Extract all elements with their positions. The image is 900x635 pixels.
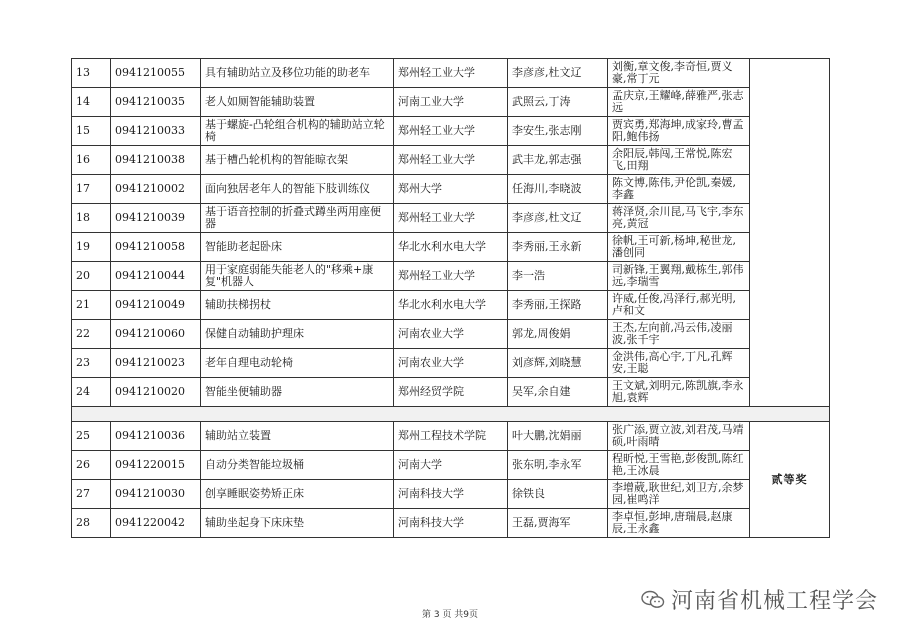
cell-entry-id: 0941210030 [111, 480, 201, 509]
cell-entry-id: 0941210049 [111, 291, 201, 320]
cell-school: 郑州轻工业大学 [394, 204, 508, 233]
cell-advisor: 李安生,张志刚 [508, 117, 608, 146]
cell-entry-id: 0941220042 [111, 509, 201, 538]
page-footer: 第 3 页 共9页 [421, 610, 479, 620]
cell-number: 24 [72, 378, 111, 407]
cell-project-name: 面向独居老年人的智能下肢训练仪 [201, 175, 394, 204]
cell-project-name: 老人如厕智能辅助装置 [201, 88, 394, 117]
cell-entry-id: 0941210036 [111, 422, 201, 451]
table-row [72, 175, 830, 204]
cell-number: 17 [72, 175, 111, 204]
table-row [72, 422, 830, 451]
cell-project-name: 具有辅助站立及移位功能的助老车 [201, 59, 394, 88]
cell-number: 23 [72, 349, 111, 378]
cell-award-level: 贰等奖 [750, 422, 830, 538]
table-row [72, 320, 830, 349]
cell-advisor: 吴军,余自建 [508, 378, 608, 407]
cell-advisor: 叶大鹏,沈娟丽 [508, 422, 608, 451]
table-row [72, 88, 830, 117]
gap-cell [72, 407, 830, 422]
table-row [72, 204, 830, 233]
cell-advisor: 李彦彦,杜文辽 [508, 59, 608, 88]
cell-school: 郑州轻工业大学 [394, 146, 508, 175]
cell-school: 郑州轻工业大学 [394, 262, 508, 291]
cell-advisor: 武照云,丁涛 [508, 88, 608, 117]
cell-entry-id: 0941210033 [111, 117, 201, 146]
table-row [72, 349, 830, 378]
cell-entry-id: 0941210038 [111, 146, 201, 175]
cell-team-members: 李卓恒,彭坤,唐瑞晨,赵康辰,王永鑫 [608, 509, 750, 538]
cell-school: 河南农业大学 [394, 320, 508, 349]
cell-number: 27 [72, 480, 111, 509]
cell-team-members: 王杰,左向前,冯云伟,凌丽波,张千宇 [608, 320, 750, 349]
cell-number: 21 [72, 291, 111, 320]
cell-school: 河南大学 [394, 451, 508, 480]
cell-project-name: 基于螺旋-凸轮组合机构的辅助站立轮椅 [201, 117, 394, 146]
cell-school: 郑州轻工业大学 [394, 117, 508, 146]
cell-entry-id: 0941210039 [111, 204, 201, 233]
cell-advisor: 李彦彦,杜文辽 [508, 204, 608, 233]
cell-team-members: 刘衡,章文俊,李奇恒,贾义豪,常丁元 [608, 59, 750, 88]
table-row [72, 262, 830, 291]
cell-project-name: 辅助坐起身下床床垫 [201, 509, 394, 538]
cell-number: 28 [72, 509, 111, 538]
cell-project-name: 辅助站立装置 [201, 422, 394, 451]
cell-entry-id: 0941210020 [111, 378, 201, 407]
cell-number: 22 [72, 320, 111, 349]
cell-team-members: 许威,任俊,冯泽行,郝光明,卢和文 [608, 291, 750, 320]
cell-school: 郑州经贸学院 [394, 378, 508, 407]
cell-entry-id: 0941210055 [111, 59, 201, 88]
table-row [72, 509, 830, 538]
table-gap [72, 407, 830, 422]
cell-school: 郑州轻工业大学 [394, 59, 508, 88]
table-row [72, 117, 830, 146]
table-row [72, 378, 830, 407]
cell-number: 26 [72, 451, 111, 480]
cell-school: 郑州大学 [394, 175, 508, 204]
watermark [641, 584, 878, 615]
cell-number: 15 [72, 117, 111, 146]
cell-award-level [750, 59, 830, 407]
cell-team-members: 孟庆京,王耀峰,薛雅严,张志远 [608, 88, 750, 117]
cell-school: 河南工业大学 [394, 88, 508, 117]
table-row [72, 233, 830, 262]
cell-project-name: 用于家庭弱能失能老人的"移乘+康复"机器人 [201, 262, 394, 291]
cell-entry-id: 0941210035 [111, 88, 201, 117]
cell-school: 河南农业大学 [394, 349, 508, 378]
cell-school: 华北水利水电大学 [394, 291, 508, 320]
cell-project-name: 自动分类智能垃圾桶 [201, 451, 394, 480]
cell-entry-id: 0941210060 [111, 320, 201, 349]
cell-team-members: 余阳辰,韩闯,王常悦,陈宏飞,田翔 [608, 146, 750, 175]
cell-team-members: 蒋泽贤,余川昆,马飞宇,李东亮,黄冠 [608, 204, 750, 233]
table-row [72, 451, 830, 480]
award-table [71, 58, 830, 538]
cell-entry-id: 0941210002 [111, 175, 201, 204]
cell-entry-id: 0941210044 [111, 262, 201, 291]
cell-advisor: 李秀丽,王永新 [508, 233, 608, 262]
cell-advisor: 刘彦辉,刘晓慧 [508, 349, 608, 378]
cell-school: 华北水利水电大学 [394, 233, 508, 262]
cell-number: 19 [72, 233, 111, 262]
cell-number: 20 [72, 262, 111, 291]
cell-team-members: 司新锋,王翼翔,戴栋生,郭伟远,李瑞雪 [608, 262, 750, 291]
cell-school: 河南科技大学 [394, 480, 508, 509]
cell-entry-id: 0941210023 [111, 349, 201, 378]
cell-project-name: 辅助扶梯拐杖 [201, 291, 394, 320]
cell-advisor: 武丰龙,郭志强 [508, 146, 608, 175]
cell-school: 郑州工程技术学院 [394, 422, 508, 451]
table-body-first-prize [72, 59, 830, 407]
table-row [72, 59, 830, 88]
cell-team-members: 张广添,贾立波,刘君茂,马靖硕,叶雨晴 [608, 422, 750, 451]
wechat-icon [641, 590, 665, 610]
cell-project-name: 老年自理电动轮椅 [201, 349, 394, 378]
cell-project-name: 创享睡眠姿势矫正床 [201, 480, 394, 509]
cell-school: 河南科技大学 [394, 509, 508, 538]
cell-entry-id: 0941210058 [111, 233, 201, 262]
cell-team-members: 徐帆,王可新,杨坤,秘世龙,潘创同 [608, 233, 750, 262]
cell-project-name: 保健自动辅助护理床 [201, 320, 394, 349]
table-body-second-prize [72, 422, 830, 538]
cell-advisor: 郭龙,周俊娟 [508, 320, 608, 349]
cell-advisor: 李一浩 [508, 262, 608, 291]
cell-number: 16 [72, 146, 111, 175]
cell-advisor: 任海川,李晓波 [508, 175, 608, 204]
cell-number: 14 [72, 88, 111, 117]
watermark-text: 河南省机械工程学会 [670, 589, 878, 614]
cell-project-name: 智能助老起卧床 [201, 233, 394, 262]
cell-advisor: 李秀丽,王探路 [508, 291, 608, 320]
cell-number: 13 [72, 59, 111, 88]
cell-team-members: 程昕悦,王雪艳,彭俊凯,陈红艳,王冰晨 [608, 451, 750, 480]
table-row [72, 480, 830, 509]
cell-team-members: 金洪伟,高心宇,丁凡,孔辉安,王聪 [608, 349, 750, 378]
cell-team-members: 贾宾勇,郑海坤,成家玲,曹孟阳,鲍伟扬 [608, 117, 750, 146]
cell-advisor: 徐铁良 [508, 480, 608, 509]
cell-number: 18 [72, 204, 111, 233]
cell-advisor: 张东明,李永军 [508, 451, 608, 480]
cell-advisor: 王磊,贾海军 [508, 509, 608, 538]
cell-project-name: 基于槽凸轮机构的智能晾衣架 [201, 146, 394, 175]
cell-project-name: 智能坐便辅助器 [201, 378, 394, 407]
cell-team-members: 陈文博,陈伟,尹伦凯,秦媛,李鑫 [608, 175, 750, 204]
cell-project-name: 基于语音控制的折叠式蹲坐两用座便器 [201, 204, 394, 233]
cell-team-members: 王文斌,刘明元,陈凯旗,李永旭,袁辉 [608, 378, 750, 407]
cell-entry-id: 0941220015 [111, 451, 201, 480]
table-row [72, 146, 830, 175]
cell-team-members: 李增葳,耿世纪,刘卫方,余梦园,崔鸣洋 [608, 480, 750, 509]
cell-number: 25 [72, 422, 111, 451]
table-row [72, 291, 830, 320]
